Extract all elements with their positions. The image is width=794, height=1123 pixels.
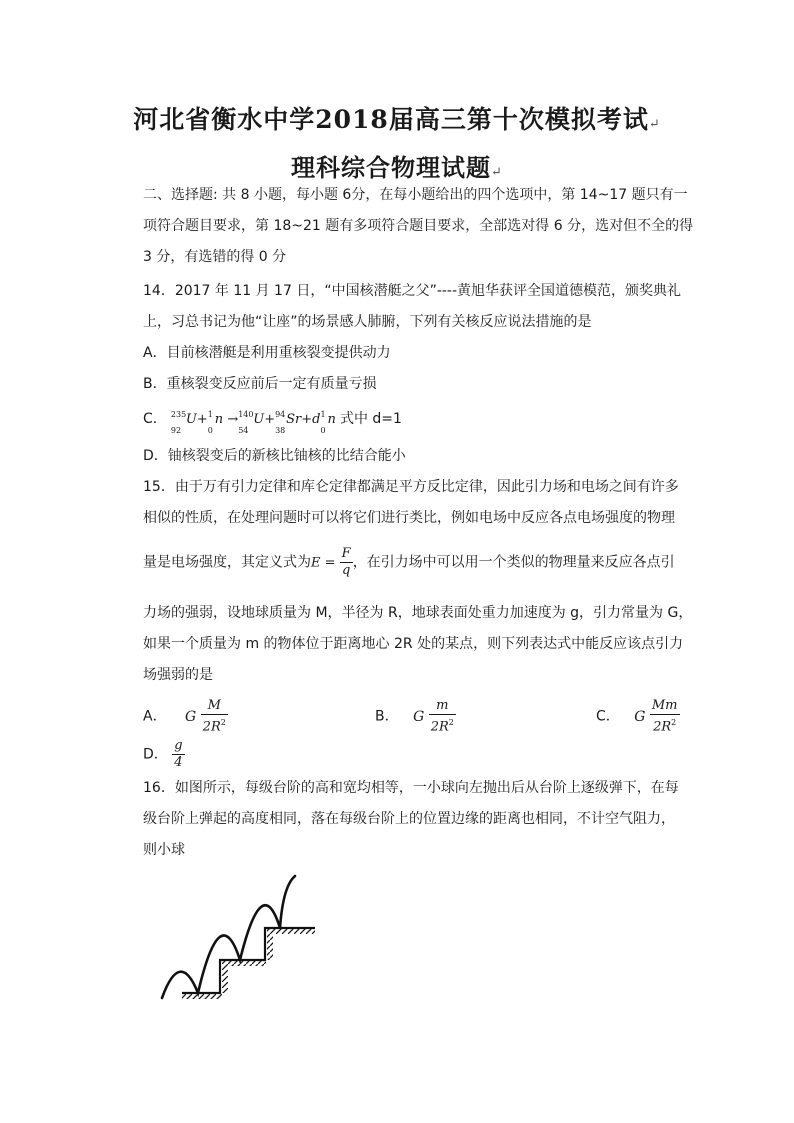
fraction-denominator: q: [340, 562, 353, 579]
option-label: D．: [143, 746, 168, 763]
q15-option-d: [143, 738, 185, 771]
fraction-numerator: F: [341, 546, 351, 561]
mass-number: 140: [238, 409, 254, 419]
exam-title: [0, 100, 794, 136]
denominator-base: 2R: [202, 719, 221, 735]
exam-subtitle-text: 理科综合物理试题: [291, 153, 492, 182]
exam-subtitle: [0, 148, 794, 183]
fraction-numerator: g: [174, 738, 183, 753]
plus-sign: +: [264, 412, 276, 427]
strontium-nuclide: [275, 409, 286, 435]
q14-option-b: B．重核裂变反应前后一定有质量亏损: [143, 376, 377, 392]
q15-stem: 场强弱的是: [143, 667, 213, 683]
option-label: C．: [596, 708, 620, 725]
riser-hatch: [222, 966, 228, 993]
gravitational-constant: G: [185, 708, 197, 725]
neutron-nuclide: [207, 409, 215, 435]
staircase-figure: [150, 868, 330, 1003]
reaction-arrow: →: [227, 412, 239, 427]
q15-stem-definition: [143, 546, 675, 579]
step-hatch: [222, 960, 266, 966]
q15-stem: 相似的性质，在处理问题时可以将它们进行类比，例如电场中反应各点电场强度的物理: [143, 510, 675, 526]
denominator-base: 2R: [653, 719, 672, 735]
option-label: A．: [143, 708, 167, 725]
option-c-fraction: [650, 698, 680, 735]
neutron-symbol: n: [214, 412, 224, 427]
q15-stem: 如果一个质量为 m 的物体位于距离地心 2R 处的某点，则下列表达式中能反应该点引力: [143, 636, 684, 652]
fraction-denominator: [201, 714, 228, 735]
q16-stem: 级台阶上弹起的高度相同，落在每级台阶上的位置边缘的距离也相同，不计空气阻力，: [143, 811, 675, 827]
mass-number: 1: [207, 409, 213, 419]
denominator-exponent: 2: [448, 718, 454, 727]
option-a-fraction: [201, 698, 228, 735]
fraction-numerator: Mm: [651, 698, 678, 713]
neutron-symbol: n: [327, 412, 336, 427]
mass-number: 1: [320, 409, 326, 419]
step-hatch: [182, 993, 222, 999]
q15-stem-text: 量是电场强度，其定义式为: [143, 554, 311, 571]
fraction-denominator: [650, 714, 680, 735]
charge-number: 54: [238, 425, 249, 435]
strontium-symbol: Sr: [286, 412, 302, 427]
charge-number: 0: [207, 425, 213, 435]
field-equation-lhs: E =: [311, 555, 340, 571]
charge-number: 92: [170, 425, 182, 435]
coefficient-d: d: [312, 412, 321, 427]
uranium-symbol: U: [185, 412, 197, 427]
denominator-exponent: 2: [220, 718, 226, 727]
q14-option-a: A．目前核潜艇是利用重核裂变提供动力: [143, 345, 391, 361]
fraction-denominator: [429, 714, 456, 735]
q14-option-c-tail: 式中 d=1: [339, 411, 402, 427]
q16-stem: 则小球: [143, 842, 185, 858]
mass-number: 94: [275, 409, 286, 419]
q15-stem-text: ，在引力场中可以用一个类似的物理量来反应各点引: [352, 554, 675, 571]
denominator-base: 2R: [430, 719, 449, 735]
q15-stem: 15．由于万有引力定律和库仑定律都满足平方反比定律，因此引力场和电场之间有许多: [143, 479, 679, 495]
denominator-exponent: 2: [671, 718, 677, 727]
plus-sign: +: [301, 412, 313, 427]
q15-option-c: [596, 698, 680, 735]
q14-stem: 上，习总书记为他“让座”的场景感人肺腑，下列有关核反应说法措施的是: [143, 314, 592, 330]
ball-trajectory: [162, 876, 295, 998]
mass-number: 235: [170, 409, 187, 419]
q16-stem: 16．如图所示，每级台阶的高和宽均相等，一小球向左抛出后从台阶上逐级弹下，在每: [143, 780, 679, 796]
fraction-numerator: M: [207, 698, 221, 713]
exam-title-text: 河北省衡水中学2018届高三第十次模拟考试: [133, 105, 649, 134]
q15-option-b: [375, 698, 456, 735]
nuclear-equation: [167, 409, 340, 435]
fraction-numerator: m: [436, 698, 449, 713]
u235-nuclide: [170, 409, 187, 435]
u140-nuclide: [238, 409, 254, 435]
option-d-fraction: [172, 738, 184, 771]
step-hatch: [267, 928, 315, 934]
q14-stem: 14．2017 年 11 月 17 日，“中国核潜艇之父”----黄旭华获评全国道德模范，颁奖典礼: [143, 283, 682, 299]
charge-number: 0: [320, 425, 326, 435]
q15-option-a: [143, 698, 228, 735]
paragraph-mark-icon: ↵: [491, 165, 503, 180]
riser-hatch: [267, 934, 273, 960]
q14-option-d: D．铀核裂变后的新核比铀核的比结合能小: [143, 448, 406, 464]
fraction-denominator: 4: [172, 754, 184, 771]
q15-stem: 力场的强弱，设地球质量为 M，半径为 R，地球表面处重力加速度为 g，引力常量为 G，: [143, 605, 693, 621]
section-instruction-line: 3 分，有选错的得 0 分: [143, 249, 287, 265]
neutron-nuclide: [320, 409, 327, 435]
option-label: B．: [375, 708, 399, 725]
plus-sign: +: [196, 412, 208, 427]
option-b-fraction: [429, 698, 456, 735]
field-fraction: [340, 546, 353, 579]
gravitational-constant: G: [413, 708, 425, 725]
option-label: C．: [143, 411, 167, 427]
charge-number: 38: [275, 425, 286, 435]
paragraph-mark-icon: ↵: [648, 117, 661, 132]
section-instruction-line: 二、选择题: 共 8 小题，每小题 6分，在每小题给出的四个选项中，第 14~17 题只有一: [143, 187, 688, 203]
section-instruction-line: 项符合题目要求，第 18~21 题有多项符合题目要求，全部选对得 6 分，选对但不全的得: [143, 218, 694, 234]
gravitational-constant: G: [634, 708, 646, 725]
uranium-symbol: U: [253, 412, 265, 427]
q14-option-c: [143, 409, 402, 435]
